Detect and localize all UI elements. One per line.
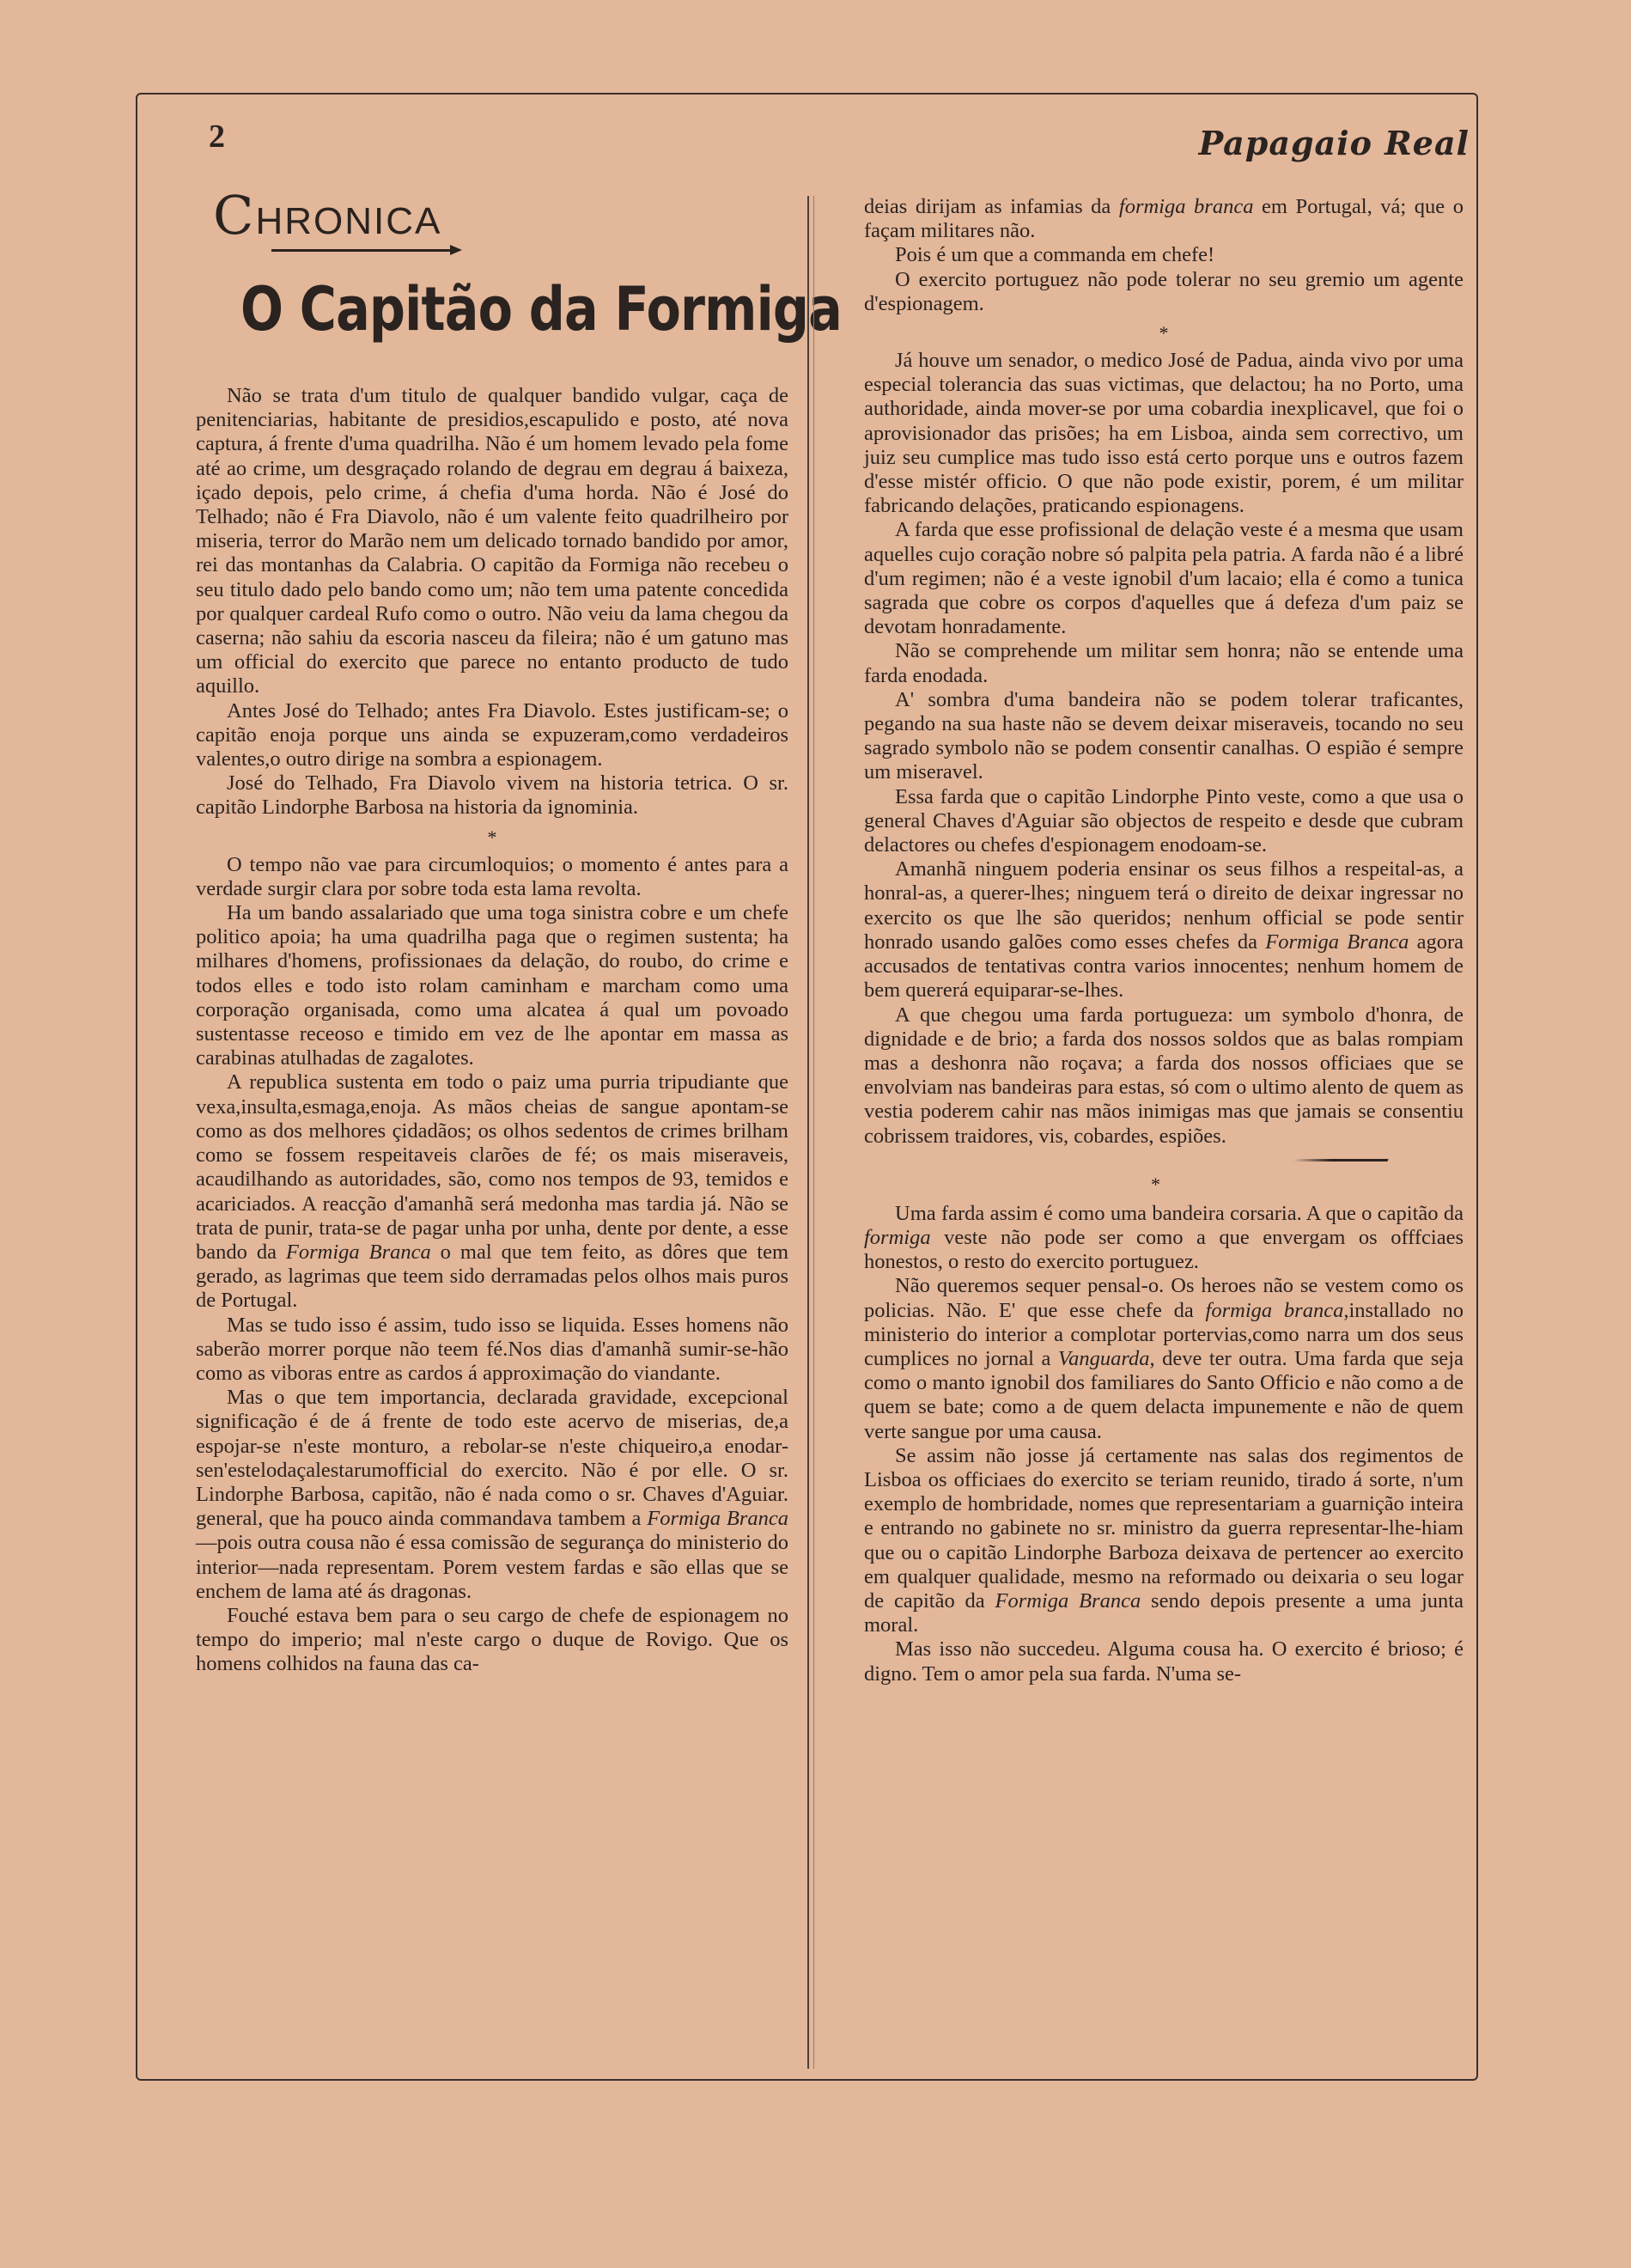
article-paragraph: Uma farda assim é como uma bandeira corsaria. A que o capitão da formiga veste não pode ser como a que envergam os offfciaes honestos, o resto do exercito portuguez. xyxy=(864,1201,1464,1274)
article-paragraph: Mas se tudo isso é assim, tudo isso se liquida. Esses homens não saberão morrer porque não teem fé.Nos dias d'amanhã sumir-se-hão como as viboras entre as cardos á approximação do viandante. xyxy=(196,1313,788,1385)
article-paragraph: A' sombra d'uma bandeira não se podem tolerar traficantes, pegando na sua haste não se devem deixar miseraveis, tocando no seu sagrado symbolo não se podem consentir canalhas. O espião é sempre um miseravel. xyxy=(864,687,1464,784)
article-paragraph: Não se comprehende um militar sem honra; não se entende uma farda enodada. xyxy=(864,639,1464,687)
article-title: O Capitão da Formiga xyxy=(240,274,843,344)
column-divider-secondary xyxy=(813,196,814,2069)
article-paragraph: Já houve um senador, o medico José de Padua, ainda vivo por uma especial tolerancia das suas victimas, que delactou; ha no Porto, uma authoridade, ainda mover-se por uma cobardia inexplicavel, que foi o aprovisionador das prisões; ha em Lisboa, ainda sem correctivo, um juiz seu cumplice mas tudo isso está certo porque uns e outros fazem d'esse mistér officio. O que não pode existir, porem, é um militar fabricando delações, praticando espionagens. xyxy=(864,349,1464,518)
section-separator: * xyxy=(487,826,497,848)
article-paragraph: A farda que esse profissional de delação veste é a mesma que usam aquelles cujo coração nobre só palpita pela patria. A farda não é a libré d'um regimen; não é a veste ignobil d'um lacaio; ella é como a tunica sagrada que cobre os corpos d'aquelles que á defeza d'um paiz se devotam honradamente. xyxy=(864,518,1464,639)
article-paragraph: Essa farda que o capitão Lindorphe Pinto veste, como a que usa o general Chaves d'Aguiar são objectos de respeito e desde que cubram delactores ou chefes d'espionagem enodoam-se. xyxy=(864,784,1464,857)
article-paragraph: Se assim não josse já certamente nas salas dos regimentos de Lisboa os officiaes do exercito se teriam reunido, tirado á sorte, n'um exemplo de hombridade, nomes que representariam a guarnição inteira e entrando no gabinete no sr. ministro da guerra representar-lhe-hiam que ou o capitão Lindorphe Barboza deixava de pertencer ao exercito em qualquer qualidade, mesmo na reformado ou deixaria o seu logar de capitão da Formiga Branca sendo depois presente a uma junta moral. xyxy=(864,1443,1464,1637)
ornament-flourish xyxy=(1293,1159,1388,1161)
article-paragraph: Amanhã ninguem poderia ensinar os seus filhos a respeital-as, a honral-as, a querer-lhes; ninguem terá o direito de deixar ingressar no exercito os que lhe são queridos; nenhum official se pode sentir honrado usando galões como esses chefes da Formiga Branca agora accusados de tentativas contra varios innocentes; nenhum homem de bem quererá equiparar-se-lhes. xyxy=(864,857,1464,1003)
article-paragraph: O tempo não vae para circumloquios; o momento é antes para a verdade surgir clara por sobre toda esta lama revolta. xyxy=(196,852,788,900)
right-column xyxy=(864,195,1464,1686)
article-paragraph: Fouché estava bem para o seu cargo de chefe de espionagem no tempo do imperio; mal n'este cargo o duque de Rovigo. Que os homens colhidos na fauna das ca- xyxy=(196,1603,788,1676)
section-label-initial: C xyxy=(213,184,256,247)
article-paragraph: A que chegou uma farda portugueza: um symbolo d'honra, de dignidade e de brio; a farda dos nossos soldos que as balas rompiam mas a deshonra não roçava; a farda dos nossos officiaes que se envolviam nas bandeiras para estas, só com o ultimo alento de quem as vestia poderem cahir nas mãos inimigas mas que jamais se consentiu cobrissem traidores, vis, cobardes, espiões. xyxy=(864,1003,1464,1148)
article-paragraph: deias dirijam as infamias da formiga branca em Portugal, vá; que o façam militares não. xyxy=(864,195,1464,243)
section-heading xyxy=(213,184,471,252)
article-paragraph: O exercito portuguez não pode tolerar no seu gremio um agente d'espionagem. xyxy=(864,267,1464,315)
article-paragraph: Mas o que tem importancia, declarada gravidade, excepcional significação é de á frente de todo este acervo de miserias, de,a espojar-se n'este monturo, a rebolar-se n'este chiqueiro,a enodar-sen'estelodaçalestarumofficial do exercito. Não é por elle. O sr. Lindorphe Barbosa, capitão, não é nada como o sr. Chaves d'Aguiar. general, que ha pouco ainda commandava tambem a Formiga Branca—pois outra cousa não é essa comissão de segurança do ministerio do interior—nada representam. Porem vestem fardas e são ellas que se enchem de lama até ás dragonas. xyxy=(196,1386,789,1603)
column-divider xyxy=(807,196,809,2069)
ornament-asterisk: * xyxy=(1151,1173,1160,1195)
article-paragraph: A republica sustenta em todo o paiz uma purria tripudiante que vexa,insulta,esmaga,enoja. As mãos cheias de sangue apontam-se como as dos melhores çidadãos; os olhos sedentos de crimes brilham como se fossem respeitaveis clarões de fé; os mais miseraveis, acaudilhando as autoridades, são, como nos tempos de 93, temidos e acariciados. A reacção d'amanhã será medonha mas tardia já. Não se trata de punir, trata-se de pagar unha por unha, dente por dente, a esse bando da Formiga Branca o mal que tem feito, as dôres que tem gerado, as lagrimas que teem sido derramadas pelos olhos mais puros de Portugal. xyxy=(196,1070,788,1313)
section-arrow-rule xyxy=(271,249,452,252)
section-ornament xyxy=(864,1154,1464,1202)
article-paragraph: Mas isso não succedeu. Alguma cousa ha. O exercito é brioso; é digno. Tem o amor pela sua farda. N'uma se- xyxy=(864,1637,1464,1686)
article-paragraph: José do Telhado, Fra Diavolo vivem na historia tetrica. O sr. capitão Lindorphe Barbosa na historia da ignominia. xyxy=(196,771,788,820)
section-label-rest: HRONICA xyxy=(255,200,442,242)
article-paragraph: Antes José do Telhado; antes Fra Diavolo. Estes justificam-se; o capitão enoja porque uns ainda se expuzeram,como verdadeiros valentes,o outro dirige na sombra a espionagem. xyxy=(196,698,788,771)
section-separator: * xyxy=(1159,322,1169,344)
article-paragraph: Não queremos sequer pensal-o. Os heroes não se vestem como os policias. Não. E' que esse chefe da formiga branca,installado no ministerio do interior a complotar portervias,como narra um dos seus cumplices no jornal a Vanguarda, deve ter outra. Uma farda que seja como o manto ignobil dos familiares do Santo Officio e não como a de quem se bate; como a de quem delacta impunemente e não de quem verte sangue por uma causa. xyxy=(864,1274,1464,1443)
section-label xyxy=(213,184,471,247)
article-paragraph: Não se trata d'um titulo de qualquer bandido vulgar, caça de penitenciarias, habitante de presidios,escapulido e posto, até nova captura, á frente d'uma quadrilha. Não é um homem levado pela fome até ao crime, um desgraçado rolando de degrau em degrau á baixeza, içado depois, pelo crime, á chefia d'uma horda. Não é José do Telhado; não é Fra Diavolo, não é um valente feito quadrilheiro por miseria, terror do Marão nem um delicado tornado bandido por amor, rei das montanhas da Calabria. O capitão da Formiga não recebeu o seu titulo dado pelo bando como um; não tem uma patente concedida por qualquer cardeal Rufo como o outro. Não veiu da lama chegou da caserna; não sahiu da escoria nasceu da fileira; não é um gatuno mas um official do exercito que parece no entanto producto de tudo aquillo. xyxy=(196,384,788,698)
article-paragraph: Pois é um que a commanda em chefe! xyxy=(895,243,1215,267)
page-number: 2 xyxy=(209,119,225,155)
article-paragraph: Ha um bando assalariado que uma toga sinistra cobre e um chefe politico apoia; ha uma quadrilha paga que o regimen sustenta; ha milhares d'homens, profissionaes da delação, do roubo, do crime e todos elles e todo isto rolam caminham e marcham como uma corporação organisada, como uma alcatea á qual um povoado sustentasse receoso e timido em vez de lhe apontar em massa as carabinas atulhadas de zagalotes. xyxy=(196,901,788,1070)
masthead-title: Papagaio Real xyxy=(1198,124,1470,162)
left-column xyxy=(196,384,788,1677)
